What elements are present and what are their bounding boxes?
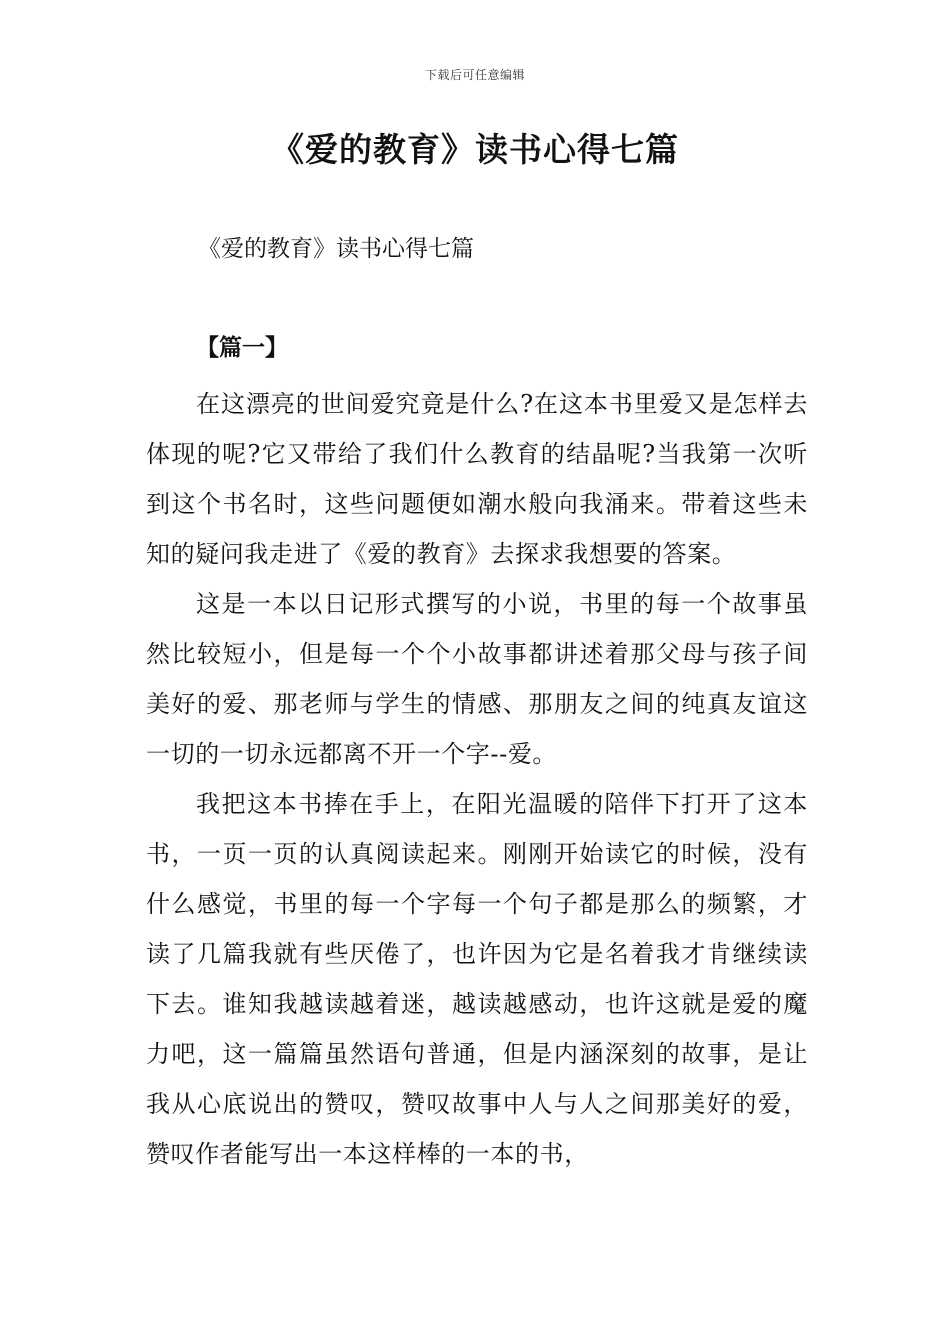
- body-text: [146, 379, 808, 1179]
- section-heading: 【篇一】: [196, 334, 288, 361]
- paragraph: 我把这本书捧在手上，在阳光温暖的陪伴下打开了这本书，一页一页的认真阅读起来。刚刚开始读它的时候，没有什么感觉，书里的每一个字每一个句子都是那么的频繁，才读了几篇我就有些厌倦了，也许因为它是名着我才肯继续读下去。谁知我越读越着迷，越读越感动，也许这就是爱的魔力吧，这一篇篇虽然语句普通，但是内涵深刻的故事，是让我从心底说出的赞叹，赞叹故事中人与人之间那美好的爱，赞叹作者能写出一本这样棒的一本的书，: [146, 790, 808, 1168]
- document-title: 《爱的教育》读书心得七篇: [271, 130, 679, 169]
- paragraph: 在这漂亮的世间爱究竟是什么?在这本书里爱又是怎样去体现的呢?它又带给了我们什么教育的结晶呢?当我第一次听到这个书名时，这些问题便如潮水般向我涌来。带着这些未知的疑问我走进了《爱的教育》去探求我想要的答案。: [146, 390, 808, 568]
- header-note: 下载后可任意编辑: [424, 68, 525, 82]
- paragraph: 这是一本以日记形式撰写的小说，书里的每一个故事虽然比较短小，但是每一个个小故事都讲述着那父母与孩子间美好的爱、那老师与学生的情感、那朋友之间的纯真友谊这一切的一切永远都离不开一个字--爱。: [146, 590, 808, 768]
- document-subtitle: 《爱的教育》读书心得七篇: [198, 236, 474, 262]
